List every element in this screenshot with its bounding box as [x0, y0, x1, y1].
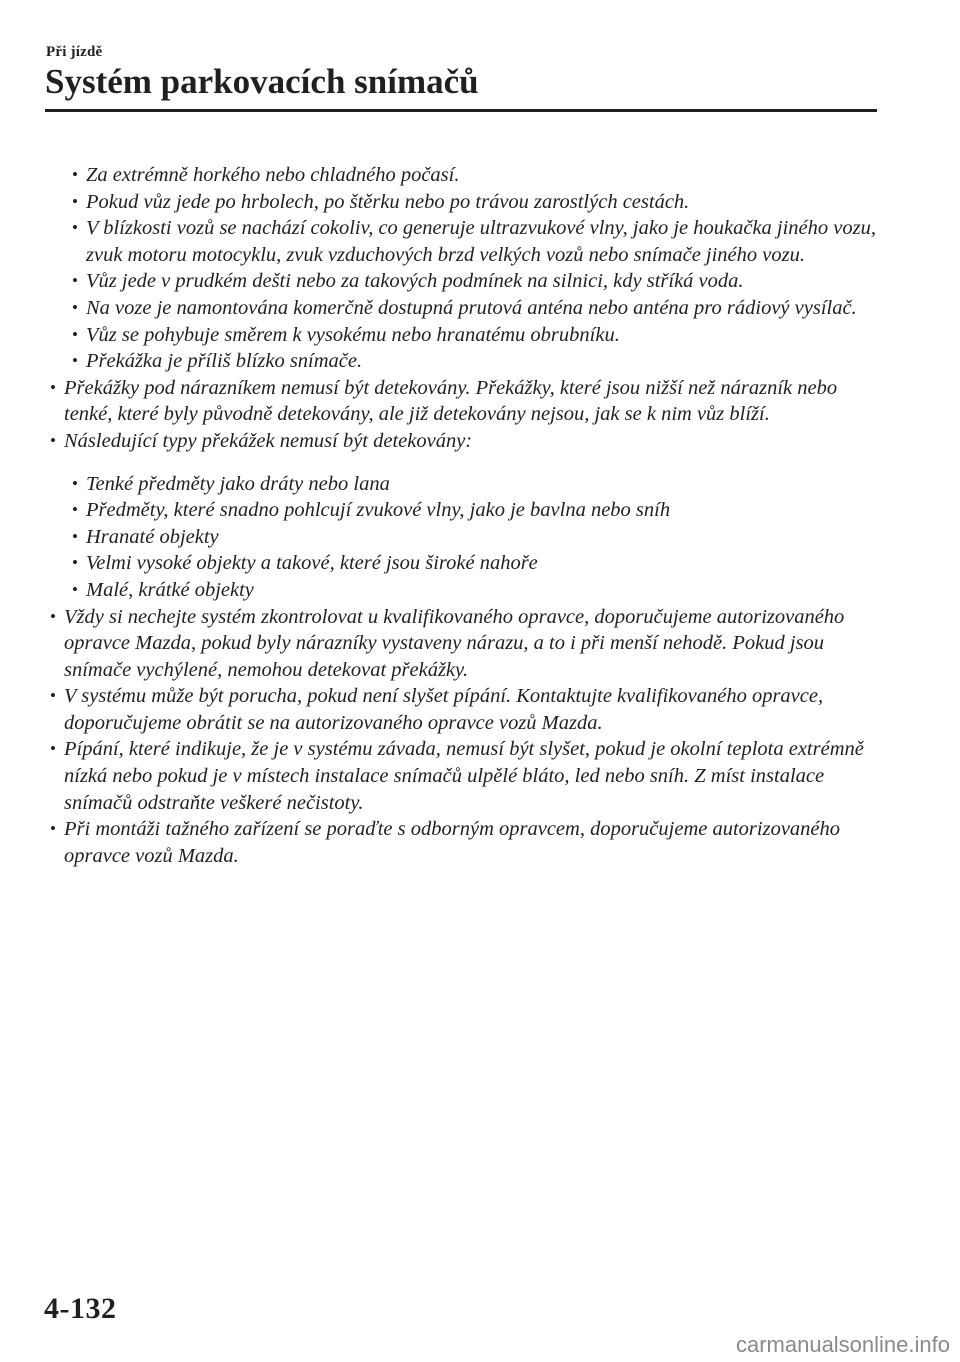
- list-item-text: Tenké předměty jako dráty nebo lana: [86, 472, 390, 495]
- sub-list-item: [70, 471, 884, 498]
- bullet-glyph: •: [72, 324, 78, 344]
- list-item-text: Hranaté objekty: [86, 525, 219, 548]
- bullet-glyph: •: [72, 500, 78, 520]
- bullet-glyph: •: [50, 686, 56, 706]
- bullet-glyph: •: [72, 218, 78, 238]
- bullet-glyph: •: [50, 819, 56, 839]
- bullet-list: [48, 162, 884, 869]
- bullet-glyph: •: [72, 191, 78, 211]
- bullet-glyph: •: [72, 165, 78, 184]
- list-item-text: Pípání, které indikuje, že je v systému závada, nemusí být slyšet, pokud je okolní teplota extrémně nízká nebo pokud je v místech instalace snímačů ulpělé bláto, led nebo sníh. Z míst instalace snímačů odstraňte veškeré nečistoty.: [64, 738, 864, 814]
- page-number: 4-132: [44, 1292, 117, 1325]
- sub-list-item: [70, 577, 884, 604]
- bullet-glyph: •: [72, 351, 78, 371]
- list-item-text: Vždy si nechejte systém zkontrolovat u kvalifikovaného opravce, doporučujeme autorizovaného opravce Mazda, pokud byly nárazníky vystaveny nárazu, a to i při menší nehodě. Pokud jsou snímače vychýlené, nemohou detekovat překážky.: [64, 605, 845, 681]
- sub-list-item: [70, 295, 884, 322]
- bullet-glyph: •: [72, 297, 78, 317]
- list-item-text: Překážky pod nárazníkem nemusí být detekovány. Překážky, které jsou nižší než nárazník nebo tenké, které byly původně detekovány, ale již detekovány nejsou, jak se k nim vůz blíží.: [64, 376, 838, 426]
- bullet-glyph: •: [50, 739, 56, 759]
- list-item-text: Předměty, které snadno pohlcují zvukové vlny, jako je bavlna nebo sníh: [86, 499, 671, 522]
- list-item-text: Překážka je příliš blízko snímače.: [86, 350, 363, 373]
- list-item-text: Vůz jede v prudkém dešti nebo za takových podmínek na silnici, kdy stříká voda.: [86, 270, 744, 293]
- bullet-glyph: •: [72, 526, 78, 546]
- bullet-glyph: •: [50, 430, 56, 450]
- bullet-glyph: •: [50, 377, 56, 397]
- sub-list-item: [70, 497, 884, 524]
- list-item-text: Malé, krátké objekty: [86, 578, 254, 601]
- list-item-text: Velmi vysoké objekty a takové, které jsou široké nahoře: [86, 552, 538, 575]
- list-item-text: Na voze je namontována komerčně dostupná prutová anténa nebo anténa pro rádiový vysílač.: [86, 296, 857, 319]
- title-divider: [45, 109, 877, 112]
- list-item: [48, 683, 884, 736]
- sub-list-item: [70, 524, 884, 551]
- list-item: [48, 428, 884, 455]
- list-item-text: Při montáži tažného zařízení se poraďte s odborným opravcem, doporučujeme autorizovaného opravce vozů Mazda.: [64, 818, 841, 867]
- bullet-glyph: •: [72, 473, 78, 493]
- sub-list-item: [70, 550, 884, 577]
- list-item: [48, 604, 884, 684]
- bullet-glyph: •: [72, 271, 78, 291]
- watermark: carmanualsonline.info: [735, 1332, 950, 1357]
- list-item-text: Za extrémně horkého nebo chladného počasí.: [86, 164, 460, 186]
- list-item-text: V blízkosti vozů se nachází cokoliv, co generuje ultrazvukové vlny, jako je houkačka jiného vozu, zvuk motoru motocyklu, zvuk vzduchových brzd velkých vozů nebo snímače jiného vozu.: [86, 217, 876, 266]
- bullet-glyph: •: [72, 553, 78, 573]
- sub-list-item: [70, 268, 884, 295]
- section-label: Při jízdě: [46, 44, 103, 60]
- page-title: Systém parkovacích snímačů: [45, 62, 479, 101]
- sub-list-item: [70, 348, 884, 375]
- list-item-text: Pokud vůz jede po hrbolech, po štěrku nebo po trávou zarostlých cestách.: [86, 190, 690, 213]
- list-item-text: Následující typy překážek nemusí být detekovány:: [64, 429, 473, 452]
- list-item-text: V systému může být porucha, pokud není slyšet pípání. Kontaktujte kvalifikovaného opravce, doporučujeme obrátit se na autorizovaného opravce vozů Mazda.: [64, 685, 824, 734]
- list-item: [48, 375, 884, 428]
- sub-list-item: [70, 189, 884, 216]
- list-item: [48, 816, 884, 869]
- list-item: [48, 736, 884, 816]
- sub-list-item: [70, 215, 884, 268]
- bullet-glyph: •: [50, 606, 56, 626]
- bullet-glyph: •: [72, 579, 78, 599]
- list-item-text: Vůz se pohybuje směrem k vysokému nebo hranatému obrubníku.: [86, 323, 620, 346]
- sub-list-item: [70, 162, 884, 189]
- sub-list-item: [70, 322, 884, 349]
